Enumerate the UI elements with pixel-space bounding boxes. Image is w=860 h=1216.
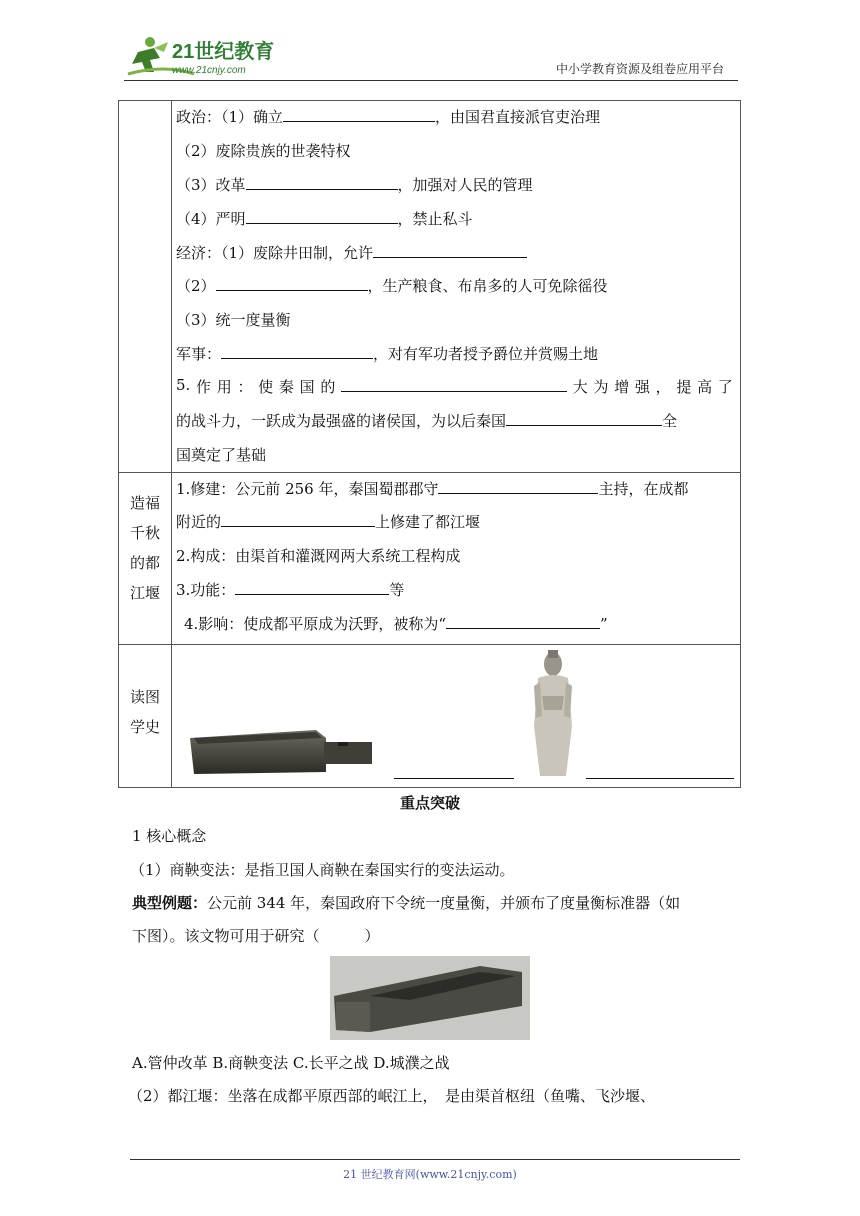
terracotta-figure-image: [526, 646, 580, 776]
table-line: [176, 376, 733, 397]
char: 用: [216, 378, 232, 396]
char: 秦: [278, 378, 294, 396]
table-line: （2）废除贵族的世袭特权: [176, 142, 351, 160]
example-question-cont: 下图）。该文物可用于研究（ ）: [132, 927, 380, 945]
answer-blank[interactable]: [341, 376, 567, 392]
table-line: 的战斗力，一跃成为最强盛的诸侯国，为以后秦国 全: [176, 412, 678, 430]
table-line: （3）统一度量衡: [176, 311, 291, 329]
char: 大: [572, 378, 588, 396]
table-row-divider: [118, 644, 741, 645]
section-title: 重点突破: [399, 794, 460, 812]
header-divider: [124, 80, 738, 81]
measuring-vessel-image: [186, 716, 374, 776]
char: 增: [614, 378, 630, 396]
char: 作: [196, 378, 212, 396]
answer-blank[interactable]: [246, 174, 398, 190]
char: 强: [634, 378, 650, 396]
char: 提: [676, 378, 692, 396]
char: 5.: [176, 376, 191, 394]
table-column-divider: [171, 100, 172, 788]
answer-blank[interactable]: [246, 208, 398, 224]
answer-blank[interactable]: [283, 106, 435, 122]
answer-blank[interactable]: [506, 410, 662, 426]
char: 了: [717, 378, 733, 396]
platform-name: 中小学教育资源及组卷应用平台: [555, 62, 724, 76]
char: ：: [237, 378, 253, 396]
row-label-dujiangyan: 造福 千秋 的都 江堰: [129, 494, 160, 602]
answer-blank[interactable]: [221, 511, 375, 527]
answer-blank[interactable]: [438, 478, 598, 494]
table-line: 政治：（1）确立 ，由国君直接派官吏治理: [176, 108, 601, 126]
table-line: （3）改革 ，加强对人民的管理: [176, 176, 533, 194]
answer-blank[interactable]: [216, 275, 368, 291]
table-line: 1.修建：公元前 256 年，秦国蜀郡郡守 主持，在成都: [176, 480, 689, 498]
answer-options: A.管仲改革 B.商鞅变法 C.长平之战 D.城濮之战: [132, 1054, 450, 1072]
table-line: 2.构成：由渠首和灌溉网两大系统工程构成: [176, 547, 461, 565]
table-row-divider: [118, 472, 741, 473]
table-line: （2） ，生产粮食、布帛多的人可免除徭役: [176, 277, 608, 295]
svg-text:21世纪教育: 21世纪教育: [172, 41, 275, 63]
answer-blank[interactable]: [586, 778, 734, 779]
table-line: （4）严明 ，禁止私斗: [176, 210, 473, 228]
char: ，: [655, 378, 671, 396]
core-concept-heading: 1 核心概念: [132, 827, 207, 845]
char: 国: [299, 378, 315, 396]
table-line: 4.影响：使成都平原成为沃野，被称为“ ”: [184, 615, 608, 633]
svg-text:www.21cnjy.com: www.21cnjy.com: [172, 65, 246, 76]
row-label-read-images: 读图 学史: [129, 688, 160, 736]
table-line: 军事： ，对有军功者授予爵位并赏赐土地: [176, 345, 599, 363]
char: 使: [258, 378, 274, 396]
table-line: 附近的 上修建了都江堰: [176, 513, 481, 531]
answer-blank[interactable]: [373, 242, 527, 258]
footer-divider: [130, 1159, 740, 1160]
table-line: 经济：（1）废除井田制，允许: [176, 242, 736, 263]
concept-item: （1）商鞅变法：是指卫国人商鞅在秦国实行的变法运动。: [130, 861, 515, 879]
example-question: 典型例题：公元前 344 年，秦国政府下令统一度量衡，并颁布了度量衡标准器（如: [132, 894, 681, 912]
concept-item: （2）都江堰：坐落在成都平原西部的岷江上， 是由渠首枢纽（鱼嘴、飞沙堰、: [128, 1087, 656, 1105]
site-logo: [124, 34, 294, 78]
answer-blank[interactable]: [221, 343, 373, 359]
char: 高: [697, 378, 713, 396]
answer-blank[interactable]: [235, 579, 389, 595]
char: 为: [593, 378, 609, 396]
table-line: 国奠定了基础: [176, 446, 267, 464]
char: 的: [320, 378, 336, 396]
footer-text: 21 世纪教育网(www.21cnjy.com): [343, 1168, 517, 1181]
table-line: 3.功能： 等: [176, 581, 405, 599]
measuring-vessel-photo: [330, 956, 530, 1040]
answer-blank[interactable]: [394, 778, 514, 779]
answer-blank[interactable]: [446, 613, 600, 629]
